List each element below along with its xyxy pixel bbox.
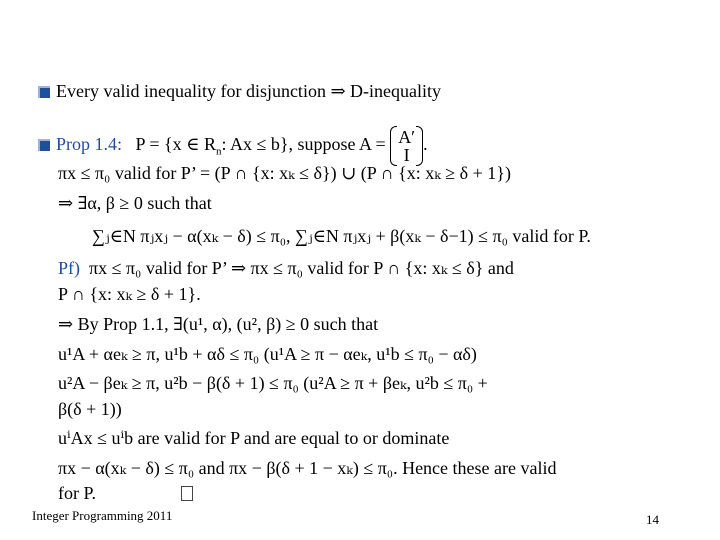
matrix-row-1: A′ [398, 127, 416, 147]
square-bullet-icon [38, 86, 50, 98]
text: Every valid inequality for disjunction ⇒ D-inequality [56, 81, 441, 101]
proof-text: for P. [58, 483, 97, 503]
page-number: 14 [646, 512, 659, 527]
proof-line-7: uⁱAx ≤ uⁱb are valid for P and are equal to or dominate [58, 428, 450, 448]
period: . [423, 134, 428, 155]
proof-line-4: u¹A + αeₖ ≥ π, u¹b + αδ ≤ π₀ (u¹A ≥ π − αeₖ, u¹b ≤ π₀ − αδ) [58, 344, 477, 364]
missing-glyph-icon [181, 486, 193, 501]
bullet-item-prop [38, 128, 428, 164]
proof-line-2: P ∩ {x: xₖ ≥ δ + 1}. [58, 284, 201, 304]
proof-line-8: πx − α(xₖ − δ) ≤ π₀ and πx − β(δ + 1 − xₖ) ≤ π₀. Hence these are valid [58, 458, 557, 478]
set-def-rest: : Ax ≤ b}, suppose A = [221, 134, 391, 155]
proof-line-5: u²A − βeₖ ≥ π, u²b − β(δ + 1) ≤ π₀ (u²A ≥ π + βeₖ, u²b ≤ π₀ + [58, 373, 488, 393]
implies-line: ⇒ ∃α, β ≥ 0 such that [58, 193, 212, 213]
bullet-item-disjunction [38, 80, 441, 102]
valid-inequality-line: πx ≤ π₀ valid for P’ = (P ∩ {x: xₖ ≤ δ}) ∪ (P ∩ {x: xₖ ≥ δ + 1}) [58, 163, 511, 183]
proof-line-9 [58, 482, 193, 504]
proof-line-1 [58, 257, 514, 279]
superscript-n: n [215, 145, 222, 158]
matrix-A [390, 128, 423, 164]
proof-line-6: β(δ + 1)) [58, 399, 122, 419]
proof-label: Pf) [58, 258, 80, 278]
proof-line-3: ⇒ By Prop 1.1, ∃(u¹, α), (u², β) ≥ 0 such that [58, 314, 379, 334]
matrix-row-2: I [403, 145, 410, 165]
square-bullet-icon [38, 139, 50, 151]
prop-label: Prop 1.4: [56, 134, 123, 155]
set-def: P = {x ∈ R [135, 134, 216, 155]
sum-inequality-line: ∑ⱼ∈N πⱼxⱼ − α(xₖ − δ) ≤ π₀, ∑ⱼ∈N πⱼxⱼ + β(xₖ − δ−1) ≤ π₀ valid for P. [92, 226, 591, 246]
footer-course: Integer Programming 2011 [32, 508, 173, 523]
proof-text: πx ≤ π₀ valid for P’ ⇒ πx ≤ π₀ valid for P ∩ {x: xₖ ≤ δ} and [89, 258, 514, 278]
